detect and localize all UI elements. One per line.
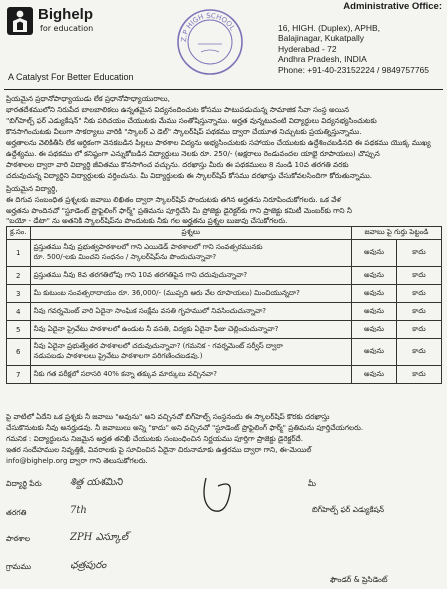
body-line: కొనసాగించుటకు వీలుగా సాకర్యాలు వారికి "స్కాలర్ ఎ డెల్" స్కాలర్‌షిప్ పథకము ద్వారా చేయూత నిచ్చుటకు ప్రయత్నిస్తున్నాము. (6, 127, 362, 136)
table-header-row (7, 227, 442, 240)
answer-no[interactable]: కాదు (397, 366, 442, 384)
question-text: ప్రస్తుతము నీవు ప్రభుత్వపాఠశాలలో గాని ఎయిడెడ్ పాఠశాలలో గాని సంవత్సరమునకు (33, 243, 263, 251)
question-text: నీవు ఏదైనా ప్రైవేటు పాఠశాలలో ఉండుట నీ వసతి, విద్యకు ఏదైనా ఫీజు చెల్లించుచున్నావా? (33, 324, 279, 333)
form-label-school: పాఠశాల (6, 534, 31, 543)
answer-no[interactable]: కాదు (397, 267, 442, 285)
village-field[interactable]: ఛత్రపురం (70, 560, 107, 571)
question-cell (30, 303, 351, 321)
brand-subtitle: for education (40, 24, 94, 33)
answer-yes[interactable]: అవును (352, 366, 397, 384)
closing-word: మీ (308, 479, 316, 488)
form-label-name: విద్యార్థి పేరు (6, 479, 42, 488)
row-number: 4 (7, 303, 31, 321)
answer-no[interactable]: కాదు (397, 285, 442, 303)
signatory-title: ఫౌండర్ & ప్రెసిడెంట్ (330, 575, 388, 584)
address-line: Hyderabad - 72 (278, 43, 337, 54)
office-title: Administrative Office: (343, 1, 442, 12)
question-text: మీ కుటుంబ సంవత్సరాదాయం రూ. 36,000/- (ముప్పది ఆరు వేల రూపాయలు) మించియున్నదా? (33, 288, 300, 297)
table-row (7, 366, 442, 384)
tagline: A Catalyst For Better Education (8, 72, 134, 82)
answer-yes[interactable]: అవును (352, 240, 397, 267)
row-number: 7 (7, 366, 31, 384)
table-row (7, 285, 442, 303)
column-header-questions: ప్రశ్నలు (30, 227, 351, 240)
student-name-field[interactable]: శిత్ద యశమిని (70, 477, 123, 488)
school-field[interactable]: ZPH ఎస్కూల్ (70, 532, 129, 543)
brand-name: Bighelp (38, 6, 93, 23)
row-number: 5 (7, 321, 31, 339)
answer-yes[interactable]: అవును (352, 303, 397, 321)
address-line: Andhra Pradesh, INDIA (278, 54, 367, 65)
question-text: నీకు గత పరీక్షలో సరాసరి 40% కన్నా తక్కువ మార్కులు వచ్చినవా? (33, 369, 217, 378)
question-text: నీవు గవర్నమెంట్ వారి ఏదైనా సాంఘిక సంక్షేమ వసతి గృహములో నివసించుచున్నావా? (33, 306, 267, 315)
form-label-village: గ్రామము (6, 562, 32, 571)
column-header-number: క్ర.సం. (7, 227, 31, 240)
table-row (7, 267, 442, 285)
footer-line: ఇతర సందేహముల నివృత్తికి, వివరాలకు పై సూచించిన ఏదైనా చిరునామాకు ఉత్తరము ద్వారా గాని, ఈ-మెయిల్ (6, 445, 312, 454)
school-stamp (176, 8, 244, 76)
eligibility-table (6, 226, 442, 384)
salutation: ప్రియమైన ప్రధానోపాధ్యాయుడు లేక ప్రధానోపాధ్యాయురాలు, (6, 94, 170, 103)
table-row (7, 339, 442, 366)
question-cell (30, 366, 351, 384)
signature-mark (196, 472, 256, 518)
answer-yes[interactable]: అవును (352, 267, 397, 285)
footer-line: info@bighelp.org ద్వారా గాని తెలుసుకోగలరు. (6, 456, 148, 465)
question-cell (30, 321, 351, 339)
body-line: అర్హతను పొందినచో "స్టూడెంట్ ప్రొఫైలింగ్ ఫార్మ్" ప్రతిమను పూర్తిచేసి మీ ప్రోజెక్టు డైరెక్టర్‌కు గాని ప్రాజెక్టు కమిటీ మెంబర్‌కు గాని నీ (6, 206, 352, 215)
student-salutation: ప్రియమైన విద్యార్థి, (6, 184, 58, 193)
org-closing: బిగ్‌హెల్ప్ ఫర్ ఎడ్యుకేషన్ (312, 505, 385, 514)
answer-yes[interactable]: అవును (352, 285, 397, 303)
question-cell (30, 267, 351, 285)
address-line: Balajinagar, Kukatpally (278, 33, 365, 44)
body-line: "బయో - డేటా" ను అతనికి స్కాలర్‌షిప్‌ను పొందుటకు నీకు గల అర్హతను ప్రశ్నల బుజువు చేసుకోగలరు. (6, 216, 288, 225)
header-divider (4, 89, 443, 90)
svg-text:Z.P HIGH SCHOOL: Z.P HIGH SCHOOL (179, 11, 237, 43)
question-text: నడుపబడు పాఠశాలలు ప్రైవేటు పాఠశాలగా పరిగణించబడవు.) (33, 352, 203, 360)
class-field[interactable]: 7th (70, 505, 87, 516)
question-cell (30, 339, 351, 366)
table-row (7, 321, 442, 339)
row-number: 2 (7, 267, 31, 285)
body-line: భారతదేశములోని నిరుపేద బాలబాలికలు ఉన్నతమైన విద్యనందించుట కోసము పాటుపడుచున్న సామాజిక సేవా సంస్థ అయిన (6, 105, 350, 114)
row-number: 6 (7, 339, 31, 366)
body-line: ఉద్దేశ్యము. ఈ పథకము లో కనిష్ఠంగా ఎన్నుకోబడిన విద్యార్థులు నెలకు రూ. 250/- (అక్షరాలు రెండువందల యాభై రూపాయలు) చొప్పున (6, 149, 380, 158)
bighelp-logo (6, 6, 34, 36)
answer-yes[interactable]: అవును (352, 339, 397, 366)
question-cell (30, 285, 351, 303)
question-text: నీవు ఏదైనా ప్రభుత్వేతర పాఠశాలలో చదువుచున్నావా? (గమనిక - గవర్నమెంట్ సర్వీస్ ద్వారా (33, 342, 283, 350)
footer-line: చేసుకొనుటకు నీవు అనర్హుడవు. నీ జవాబులు అన్ని "కాదు" అని వచ్చినచో "స్టూడెంట్ ప్రొఫైలింగ్ ఫార్మ్" ప్రతిమను పూర్తిచేయగలరు. (6, 423, 364, 432)
body-line: ఈ దిగువ సంబంధిత ప్రశ్నలకు జవాబు లిఖితం ద్వారా స్కాలర్‌షిప్ పొందుటకు తగిన అర్హతను నిరూపించుకోగలరు. ఒక వేళ (6, 195, 341, 204)
footer-line: పై వాటిలో ఏదేని ఒక ప్రశ్నకు నీ జవాబు "అవును" అని వచ్చినచో బిగ్‌హెల్ప్ సంస్థనందు ఈ స్కాలర్‌షిప్ కొరకు దరఖాస్తు (6, 412, 330, 421)
answer-no[interactable]: కాదు (397, 240, 442, 267)
body-line: "బిగ్‌హెల్ప్ ఫర్ ఎడ్యుకేషన్" నీకు పరిచయం చేయుటకు మేము సంతోషిస్తున్నాము. అర్హత వున్నటువంటి విద్యార్థులు విద్యనభ్యసించుటకు (6, 116, 377, 125)
question-text: ప్రస్తుతము నీవు 8వ తరగతిలోపు గాని 10వ తరగతిపైన గాని చదువుచున్నావా? (33, 270, 248, 279)
body-line: అర్హతాలను వెలికితీసి లేక ఆర్థికంగా వెనకబడిన పిల్లలు పాఠశాల విద్యను అభ్యసించుటకు సహాయం చేయుటకు ఉద్దేశించబడినది ఈ పథకము యొక్క ముఖ్య (6, 138, 431, 147)
phone-line: Phone: +91-40-23152224 / 9849757765 (278, 64, 430, 75)
table-row (7, 303, 442, 321)
answer-no[interactable]: కాదు (397, 321, 442, 339)
table-row (7, 240, 442, 267)
row-number: 1 (7, 240, 31, 267)
question-text: రూ. 500/-లకు మించని సంధనం / స్కాలర్‌షిప్‌ను పొందుచున్నావా? (33, 253, 217, 261)
answer-yes[interactable]: అవును (352, 321, 397, 339)
form-label-class: తరగతి (6, 508, 27, 517)
answer-no[interactable]: కాదు (397, 339, 442, 366)
body-line: పాఠశాలల ద్వారా వారి విద్యార్థి జీవితము కొనసాగించ వచ్చును. దరఖాస్తు మీరు ఈ పథకములు 8 నుండి 10వ తరగతి వరకు (6, 160, 349, 169)
answer-no[interactable]: కాదు (397, 303, 442, 321)
footer-line: గమనిక : విద్యార్థులను నిజమైన అర్హత తనిఖీ చేయుటకు సంబంధించిన నిర్ణయము పూర్తిగా ప్రాజెక్టు డైరెక్టర్‌దే. (6, 434, 303, 443)
body-line: చదువుచున్న విద్యార్థిని విద్యార్థులకు వర్తించును. మీ విద్యార్థులకు ఈ స్కాలర్‌షిప్ కోసము దరఖాస్తు చేసుకోవలసిందిగా కోరుతున్నాము. (6, 171, 373, 180)
question-cell (30, 240, 351, 267)
office-address (278, 2, 442, 76)
row-number: 3 (7, 285, 31, 303)
column-header-answer: జవాబు పై గుర్తు పెట్టండి (352, 227, 442, 240)
address-line: 16, HIGH. (Duplex), APHB, (278, 22, 381, 33)
